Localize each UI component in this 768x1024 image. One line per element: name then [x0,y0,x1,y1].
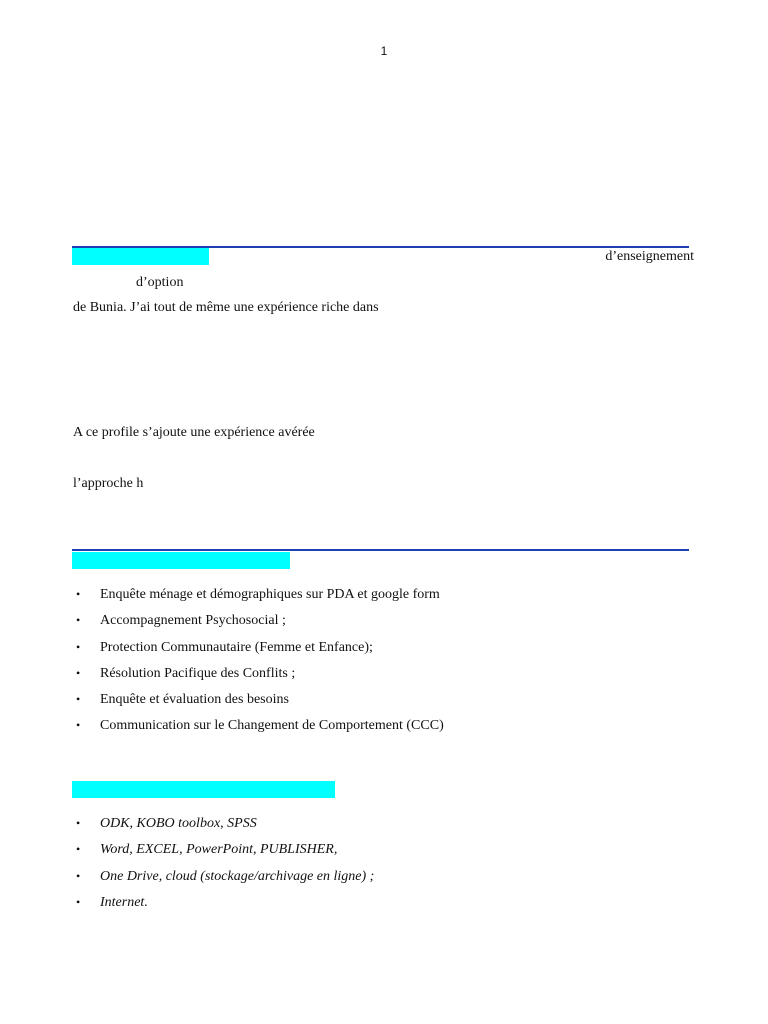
list-item-text: Internet. [100,894,148,910]
list-item-text: Communication sur le Changement de Comportement (CCC) [100,718,444,734]
bullet-icon: • [76,842,81,857]
bullet-icon: • [76,587,81,601]
list-item-text: Résolution Pacifique des Conflits ; [100,665,296,681]
list-item-text: One Drive, cloud (stockage/archivage en ligne) ; [100,868,375,884]
page-number: 1 [380,44,388,58]
bullet-icon: • [76,894,81,909]
bullet-icon: • [76,718,81,733]
bullet-icon: • [76,665,81,680]
section-heading-highlight-competences [72,552,290,569]
list-item-text: Protection Communautaire (Femme et Enfance); [100,639,373,655]
bullet-icon: • [76,639,81,654]
profile-line-2: d’option [136,275,184,290]
bullet-icon: • [76,868,81,883]
list-item-text: Word, EXCEL, PowerPoint, PUBLISHER, [100,842,338,858]
bullet-icon: • [76,692,81,707]
profile-line-4: A ce profile s’ajoute une expérience avérée [73,425,315,440]
list-item-text: Enquête et évaluation des besoins [100,692,289,708]
profile-line-3: de Bunia. J’ai tout de même une expérience riche dans [73,300,379,315]
profile-line-5: l’approche h [73,476,144,491]
list-item-text: Accompagnement Psychosocial ; [100,613,286,629]
list-item-text: Enquête ménage et démographiques sur PDA et google form [100,587,440,602]
section-heading-highlight-profile [72,248,209,265]
section-heading-highlight-tools [72,781,335,798]
bullet-icon: • [76,613,81,628]
profile-line-1: d’enseignement [605,249,694,264]
section-divider-competences [72,549,689,551]
bullet-icon: • [76,816,81,830]
list-item-text: ODK, KOBO toolbox, SPSS [100,816,257,831]
